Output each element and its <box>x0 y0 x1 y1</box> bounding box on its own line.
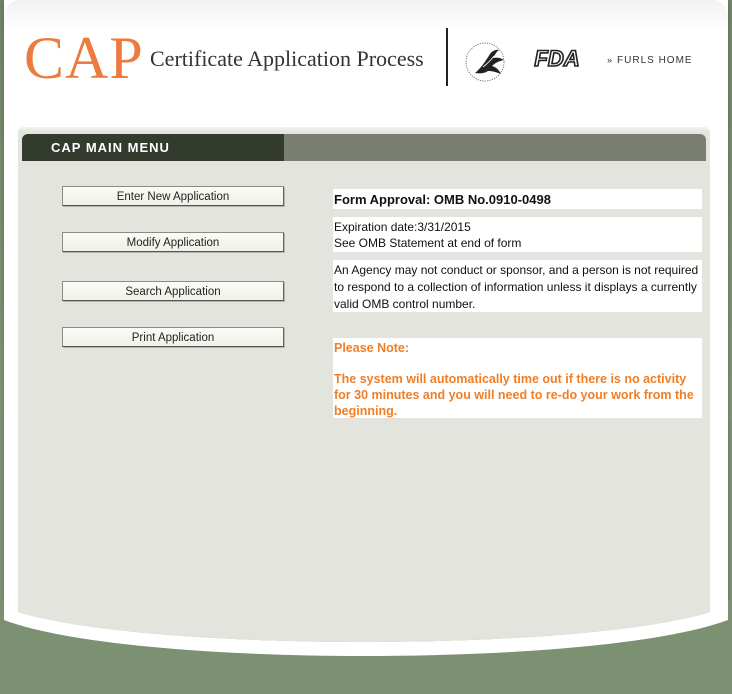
menu-bar <box>22 134 706 161</box>
timeout-note <box>333 338 702 418</box>
hhs-eagle-seal-icon <box>463 40 513 84</box>
app-subtitle: Certificate Application Process <box>150 46 424 71</box>
chevron-right-icon: » <box>607 55 614 65</box>
agency-notice: An Agency may not conduct or sponsor, and a person is not required to respond to a collection of information unless it displays a currently valid OMB control number. <box>333 260 702 312</box>
expiration-date: Expiration date:3/31/2015 <box>334 220 471 234</box>
furls-home-link[interactable] <box>607 55 693 66</box>
omb-statement-ref: See OMB Statement at end of form <box>334 236 522 250</box>
bottom-frame <box>0 600 732 694</box>
print-application-button[interactable]: Print Application <box>62 327 284 347</box>
furls-home-label: FURLS HOME <box>617 55 693 66</box>
note-body: The system will automatically time out if there is no activity for 30 minutes and you will need to re-do your work from the beginning. <box>334 372 694 418</box>
search-application-button[interactable]: Search Application <box>62 281 284 301</box>
content-panel <box>18 127 710 642</box>
fda-logo-icon <box>528 44 586 72</box>
content-top-edge <box>18 127 710 132</box>
expiration-box <box>333 217 702 252</box>
header-divider <box>446 28 448 86</box>
fda-logo-text: FDA <box>534 46 580 71</box>
cap-logo: CAP <box>24 25 144 91</box>
omb-approval: Form Approval: OMB No.0910-0498 <box>333 189 702 209</box>
menu-title: CAP MAIN MENU <box>51 140 170 155</box>
modify-application-button[interactable]: Modify Application <box>62 232 284 252</box>
note-title: Please Note: <box>334 341 410 355</box>
enter-new-application-button[interactable]: Enter New Application <box>62 186 284 206</box>
header <box>4 0 728 120</box>
